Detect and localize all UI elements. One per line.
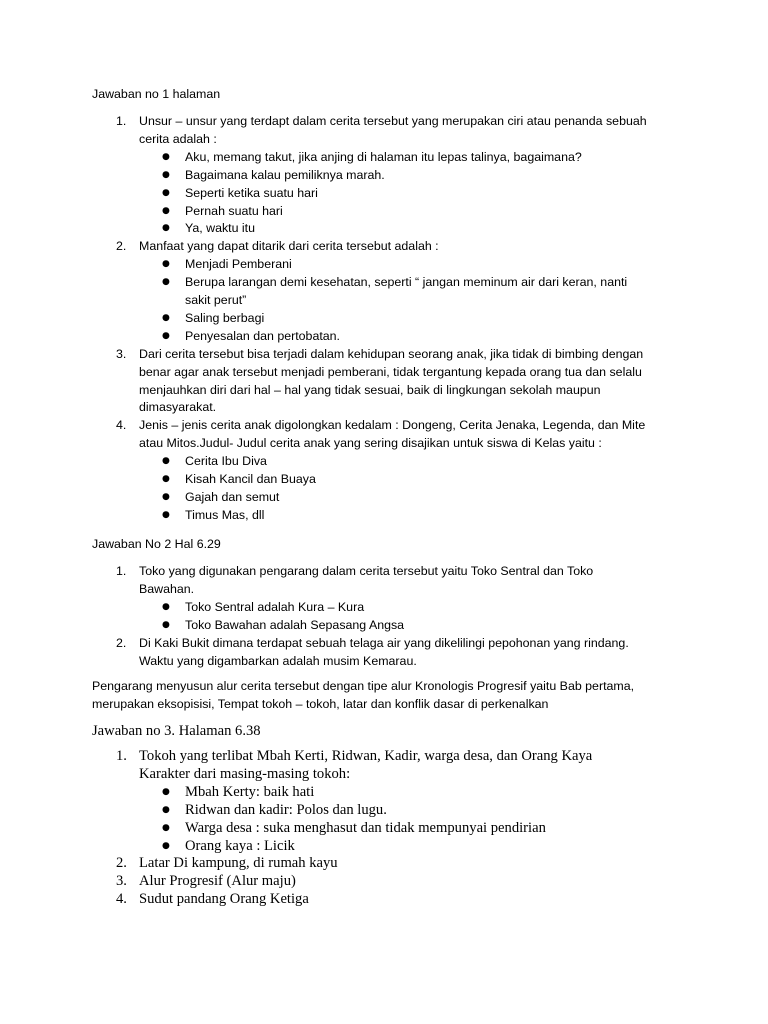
bullet-item-text: Ya, waktu itu [185, 221, 256, 236]
list-number: 2. [116, 239, 127, 254]
bullet-marker: ● [162, 509, 170, 520]
list-item-text: Latar Di kampung, di rumah kayu [139, 855, 338, 872]
bullet-marker: ● [162, 456, 170, 467]
bullet-item-text: Penyesalan dan pertobatan. [185, 328, 341, 343]
bullet-marker: ● [162, 491, 170, 502]
list-item-text: Sudut pandang Orang Ketiga [139, 891, 309, 908]
bullet-item-text: Aku, memang takut, jika anjing di halaman itu lepas talinya, bagaimana? [185, 149, 582, 164]
paragraph-line: Pengarang menyusun alur cerita tersebut dengan tipe alur Kronologis Progresif yaitu Bab pertama, [92, 679, 635, 693]
list-item-text: Waktu yang digambarkan adalah musim Kemarau. [139, 653, 417, 668]
bullet-item-text: Mbah Kerty: baik hati [185, 783, 315, 800]
list-item-text: Unsur – unsur yang terdapt dalam cerita tersebut yang merupakan ciri atau penanda sebuah [139, 114, 647, 128]
list-item-text: benar agar anak tersebut menjadi pemberani, tidak tergantung kepada orang tua dan selalu [139, 364, 642, 379]
list-item-text: Dari cerita tersebut bisa terjadi dalam kehidupan seorang anak, jika tidak di bimbing dengan [139, 346, 644, 361]
list-item-text: Manfaat yang dapat ditarik dari cerita tersebut adalah : [139, 239, 439, 254]
bullet-item-text: Gajah dan semut [185, 489, 280, 504]
section-heading: Jawaban No 2 Hal 6.29 [92, 537, 221, 551]
bullet-marker: ● [162, 619, 170, 630]
list-item-text: Tokoh yang terlibat Mbah Kerti, Ridwan, Kadir, warga desa, dan Orang Kaya [139, 748, 593, 764]
bullet-item-text: Orang kaya : Licik [185, 837, 295, 854]
bullet-item-text: Cerita Ibu Diva [185, 454, 267, 469]
bullet-item-text: Pernah suatu hari [185, 203, 283, 218]
list-number: 2. [116, 635, 127, 650]
bullet-item-text: Saling berbagi [185, 310, 265, 325]
bullet-marker: ● [162, 840, 170, 851]
bullet-marker: ● [162, 786, 170, 797]
bullet-item-text: Kisah Kancil dan Buaya [185, 472, 316, 486]
list-number: 1. [116, 564, 127, 578]
list-item-text: Bawahan. [139, 581, 195, 596]
bullet-marker: ● [162, 822, 170, 833]
list-number: 2. [116, 855, 127, 872]
list-item-text: cerita adalah : [139, 131, 217, 146]
list-item-text: dimasyarakat. [139, 400, 217, 415]
section-heading: Jawaban no 3. Halaman 6.38 [92, 723, 261, 739]
bullet-marker: ● [162, 330, 170, 341]
list-item-text: menjauhkan diri dari hal – hal yang tidak sesuai, baik di lingkungan sekolah maupun [139, 382, 601, 397]
list-item-text: Toko yang digunakan pengarang dalam cerita tersebut yaitu Toko Sentral dan Toko [139, 564, 594, 578]
bullet-item-text: Bagaimana kalau pemiliknya marah. [185, 167, 385, 182]
bullet-item-text: Toko Bawahan adalah Sepasang Angsa [185, 617, 405, 632]
bullet-item-text: Ridwan dan kadir: Polos dan lugu. [185, 801, 387, 818]
list-number: 4. [116, 891, 127, 908]
bullet-item-text: Timus Mas, dll [185, 507, 265, 522]
bullet-item-text: Warga desa : suka menghasut dan tidak mempunyai pendirian [185, 819, 546, 836]
list-item-text: atau Mitos.Judul- Judul cerita anak yang sering disajikan untuk siswa di Kelas yaitu : [139, 436, 602, 451]
paragraph-line: merupakan eksopisisi, Tempat tokoh – tokoh, latar dan konflik dasar di perkenalkan [92, 696, 549, 711]
list-number: 3. [116, 346, 127, 361]
section-heading: Jawaban no 1 halaman [92, 87, 221, 101]
bullet-marker: ● [162, 804, 170, 815]
bullet-marker: ● [162, 259, 170, 270]
bullet-item-text: Berupa larangan demi kesehatan, seperti “ jangan meminum air dari keran, nanti [185, 275, 628, 290]
bullet-marker: ● [162, 277, 170, 288]
list-item-text: Di Kaki Bukit dimana terdapat sebuah telaga air yang dikelilingi pepohonan yang rindang. [139, 635, 629, 650]
bullet-marker: ● [162, 205, 170, 216]
list-item-text: Alur Progresif (Alur maju) [139, 873, 296, 890]
bullet-item-text: Seperti ketika suatu hari [185, 185, 318, 200]
list-number: 1. [116, 114, 127, 128]
list-number: 3. [116, 873, 127, 890]
list-item-text: Karakter dari masing-masing tokoh: [139, 765, 351, 782]
bullet-marker: ● [162, 169, 170, 180]
list-number: 1. [116, 748, 127, 764]
bullet-marker: ● [162, 312, 170, 323]
bullet-marker: ● [162, 223, 170, 234]
bullet-marker: ● [162, 187, 170, 198]
bullet-item-text: sakit perut” [185, 293, 247, 307]
bullet-marker: ● [162, 151, 170, 162]
bullet-item-text: Menjadi Pemberani [185, 257, 292, 272]
list-number: 4. [116, 418, 127, 433]
bullet-marker: ● [162, 601, 170, 612]
bullet-item-text: Toko Sentral adalah Kura – Kura [185, 599, 365, 614]
bullet-marker: ● [162, 474, 170, 484]
list-item-text: Jenis – jenis cerita anak digolongkan kedalam : Dongeng, Cerita Jenaka, Legenda, dan Mite [139, 418, 646, 433]
